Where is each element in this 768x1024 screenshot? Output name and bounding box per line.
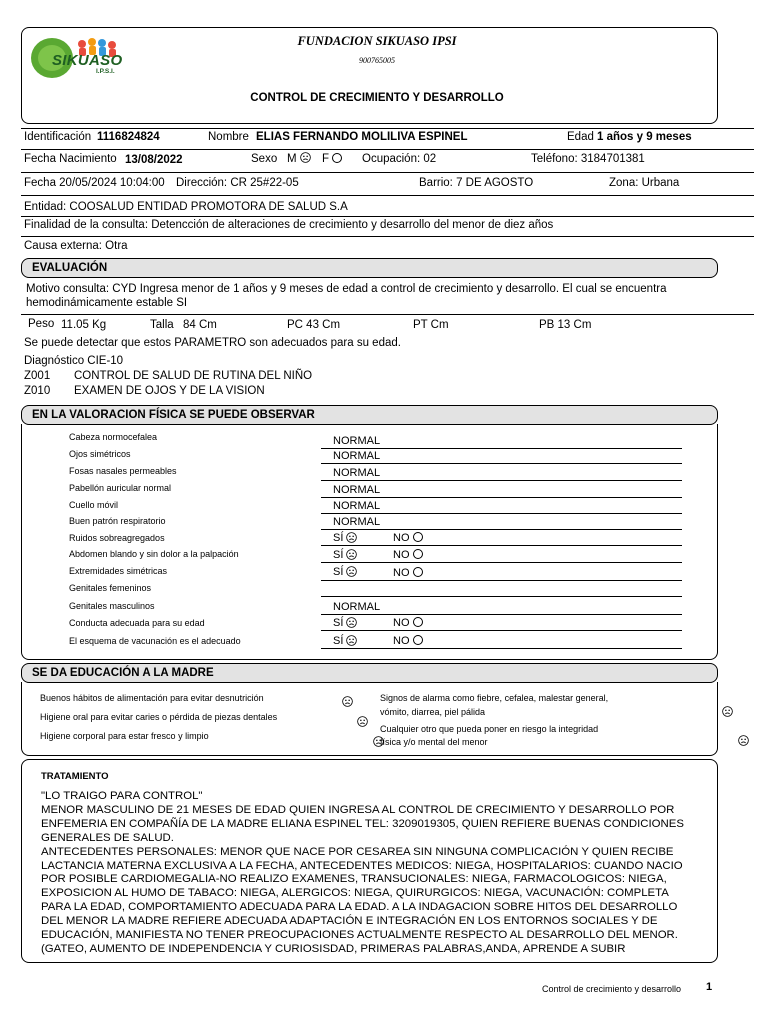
exam-label: Ruidos sobreagregados [69, 533, 165, 543]
no-option[interactable] [393, 549, 423, 561]
treatment-line: POR POSIBLE CARDIOMEGALIA-NO REALIZO EXAMENES, TRANSUCIONALES: NIEGA, FARMACOLOGICOS: NIEGA, [41, 873, 667, 886]
age-value: 1 años y 9 meses [597, 131, 692, 143]
consult-reason-line1: Motivo consulta: CYD Ingresa menor de 1 años y 9 meses de edad a control de crecimiento y desarrollo. El cual se encuentra [26, 283, 667, 295]
height-value: 84 Cm [183, 319, 217, 331]
name-value: ELIAS FERNANDO MOLILIVA ESPINEL [256, 131, 468, 143]
treatment-line: MENOR MASCULINO DE 21 MESES DE EDAD QUIEN INGRESA AL CONTROL DE CRECIMIENTO Y DESARROLLO POR [41, 803, 675, 816]
smiley-check-icon [346, 532, 357, 543]
exam-label: Buen patrón respiratorio [69, 516, 166, 526]
rule [321, 513, 682, 514]
exam-value: NORMAL [333, 484, 381, 496]
treatment-line: DEL MENOR LA MADRE REFIERE ADECUADA ADAPTACIÓN E INTEGRACIÓN EN LOS ENTORNOS SOCIALES Y DE [41, 915, 658, 928]
exam-value: NORMAL [333, 435, 381, 447]
sex-f-option[interactable] [322, 153, 342, 166]
footer-label: Control de crecimiento y desarrollo [542, 984, 682, 994]
rule [321, 545, 682, 546]
weight-label: Peso [28, 318, 55, 330]
education-item: Signos de alarma como fiebre, cefalea, malestar general, [380, 693, 609, 703]
no-label: NO [393, 549, 410, 561]
sex-m-label: M [287, 153, 297, 165]
sex-f-label: F [322, 153, 330, 165]
yes-option[interactable] [333, 635, 357, 647]
radio-circle-icon [413, 567, 423, 577]
education-header: SE DA EDUCACIÓN A LA MADRE [21, 663, 718, 683]
radio-circle-icon [332, 153, 342, 163]
yes-label: SÍ [333, 635, 344, 647]
zone: Zona: Urbana [609, 177, 680, 189]
rule [21, 314, 754, 315]
yes-label: SÍ [333, 549, 344, 561]
rule [21, 236, 754, 237]
exam-value: NORMAL [333, 601, 381, 613]
sex-m-option[interactable] [287, 153, 311, 166]
smiley-check-icon [357, 716, 368, 727]
brachial-perimeter: PB 13 Cm [539, 319, 592, 331]
yes-label: SÍ [333, 532, 344, 544]
smiley-check-icon [346, 549, 357, 560]
birth-value: 13/08/2022 [125, 154, 183, 166]
rule [21, 195, 754, 196]
education-item: Higiene corporal para estar fresco y limpio [40, 731, 209, 741]
evaluation-header: EVALUACIÓN [21, 258, 718, 278]
exam-label: Extremidades simétricas [69, 566, 168, 576]
id-label: Identificación [24, 131, 92, 143]
logo-subtext: I.P.S.I. [96, 68, 115, 75]
treatment-line: EDUCACIÓN, MANIFIESTA NO TENER PREOCUPACIONES ACTUALMENTE RESPECTO AL DESARROLLO DEL MENOR. [41, 929, 678, 942]
org-name: FUNDACION SIKUASO IPSI [297, 34, 457, 48]
rule [321, 497, 682, 498]
exam-label: Genitales masculinos [69, 601, 155, 611]
head-circumference: PC 43 Cm [287, 319, 341, 331]
rule [321, 596, 682, 597]
rule [321, 448, 682, 449]
rule [21, 172, 754, 173]
age-label: Edad [567, 131, 594, 143]
yes-option[interactable] [333, 566, 357, 578]
yes-option[interactable] [333, 549, 357, 561]
exam-label: Pabellón auricular normal [69, 483, 172, 493]
treatment-line: ANTECEDENTES PERSONALES: MENOR QUE NACE POR CESAREA SIN NINGUNA COMPLICACIÓN Y QUIEN RECIBE [41, 845, 674, 858]
diagnosis-desc: CONTROL DE SALUD DE RUTINA DEL NIÑO [74, 370, 313, 382]
exam-label: Conducta adecuada para su edad [69, 618, 205, 628]
id-value: 1116824824 [97, 131, 160, 143]
neighborhood: Barrio: 7 DE AGOSTO [419, 177, 534, 189]
exam-value: NORMAL [333, 500, 381, 512]
smiley-check-icon [346, 617, 357, 628]
exam-value: NORMAL [333, 450, 381, 462]
exam-label: Cuello móvil [69, 500, 119, 510]
exam-value: NORMAL [333, 516, 381, 528]
entity: Entidad: COOSALUD ENTIDAD PROMOTORA DE SALUD S.A [24, 201, 348, 213]
smiley-check-icon [738, 735, 749, 746]
rule [21, 128, 754, 129]
no-option[interactable] [393, 617, 423, 629]
yes-label: SÍ [333, 617, 344, 629]
rule [321, 614, 682, 615]
exam-label: Cabeza normocefalea [69, 432, 158, 442]
smiley-check-icon [722, 706, 733, 717]
rule [321, 529, 682, 530]
rule [321, 648, 682, 649]
radio-circle-icon [413, 635, 423, 645]
treatment-line: EXPOSICION AL HUMO DE TABACO: NIEGA, ALERGICOS: NIEGA, QUIRURGICOS: NIEGA, VACUNACIÓN: COMPLETA [41, 887, 669, 900]
birth-label: Fecha Nacimiento [24, 153, 117, 165]
rule [21, 149, 754, 150]
phone: Teléfono: 3184701381 [531, 153, 645, 165]
doc-title: CONTROL DE CRECIMIENTO Y DESARROLLO [250, 92, 504, 104]
diagnosis-code: Z010 [24, 385, 51, 397]
page-number: 1 [706, 981, 713, 993]
radio-circle-icon [413, 532, 423, 542]
no-label: NO [393, 635, 410, 647]
no-option[interactable] [393, 567, 423, 579]
smiley-check-icon [300, 152, 311, 163]
treatment-line: LACTANCIA MATERNA EXCLUSIVA A LA FECHA, ANTECEDENTES MEDICOS: NIEGA, HOSPITALARIOS: CUANDO NACIO [41, 859, 683, 872]
treatment-line: "LO TRAIGO PARA CONTROL" [41, 790, 203, 802]
exam-label: El esquema de vacunación es el adecuado [69, 636, 241, 646]
rule [321, 580, 682, 581]
occupation: Ocupación: 02 [362, 153, 437, 165]
treatment-line: PARA LA EDAD, COMPORTAMIENTO ADECUADA PARA LA EDAD. A LA INDAGACION SOBRE HITOS DEL DESARROLLO [41, 901, 678, 914]
parameter-note: Se puede detectar que estos PARAMETRO son adecuados para su edad. [24, 337, 401, 349]
education-item: Higiene oral para evitar caries o pérdida de piezas dentales [40, 712, 278, 722]
no-label: NO [393, 532, 410, 544]
physical-exam-header: EN LA VALORACION FÍSICA SE PUEDE OBSERVAR [21, 405, 718, 425]
radio-circle-icon [413, 549, 423, 559]
no-option[interactable] [393, 532, 423, 544]
consult-reason-line2: hemodinámicamente estable SI [26, 297, 188, 309]
no-label: NO [393, 567, 410, 579]
treatment-line: ENFEMERIA EN COMPAÑÍA DE LA MADRE ELIANA ESPINEL TEL: 3209019305, QUIEN REFIERE BUENAS CONDICIONES [41, 817, 684, 830]
height-label: Talla [150, 319, 174, 331]
exam-value: NORMAL [333, 467, 381, 479]
no-label: NO [393, 617, 410, 629]
exam-label: Ojos simétricos [69, 449, 131, 459]
consult-purpose: Finalidad de la consulta: Detencción de alteraciones de crecimiento y desarrollo del menor de diez años [24, 219, 554, 231]
exam-label: Fosas nasales permeables [69, 466, 177, 476]
no-option[interactable] [393, 635, 423, 647]
logo-text: SIKUASO [52, 52, 123, 69]
rule [21, 216, 754, 217]
diagnosis-title: Diagnóstico CIE-10 [24, 355, 124, 367]
yes-label: SÍ [333, 566, 344, 578]
address: Dirección: CR 25#22-05 [176, 177, 299, 189]
smiley-check-icon [346, 635, 357, 646]
thoracic-perimeter: PT Cm [413, 319, 449, 331]
external-cause: Causa externa: Otra [24, 240, 128, 252]
smiley-check-icon [342, 696, 353, 707]
treatment-text [41, 790, 711, 957]
yes-option[interactable] [333, 617, 357, 629]
treatment-line: (GATEO, AUMENTO DE INDEPENDENCIA Y CURIOSISDAD, PRIMERAS PALABRAS,ANDA, APRENDE A SUBIR [41, 942, 626, 955]
exam-label: Abdomen blando y sin dolor a la palpación [69, 549, 239, 559]
treatment-title: TRATAMIENTO [41, 771, 109, 782]
education-item: Cualquier otro que pueda poner en riesgo la integridad [380, 724, 599, 734]
sex-label: Sexo [251, 153, 278, 165]
radio-circle-icon [413, 617, 423, 627]
weight-value: 11.05 Kg [61, 319, 107, 331]
treatment-line: GENERALES DE SALUD. [41, 831, 174, 844]
rule [321, 480, 682, 481]
rule [321, 630, 682, 631]
yes-option[interactable] [333, 532, 357, 544]
rule [321, 562, 682, 563]
diagnosis-desc: EXAMEN DE OJOS Y DE LA VISION [74, 385, 265, 397]
visit-date: Fecha 20/05/2024 10:04:00 [24, 177, 165, 189]
rule [321, 463, 682, 464]
education-item: física y/o mental del menor [380, 737, 488, 747]
smiley-check-icon [346, 566, 357, 577]
org-code: 900765005 [359, 56, 395, 65]
name-label: Nombre [208, 131, 249, 143]
education-item: vómito, diarrea, piel pálida [380, 707, 486, 717]
exam-label: Genitales femeninos [69, 583, 152, 593]
education-item: Buenos hábitos de alimentación para evitar desnutrición [40, 693, 264, 703]
diagnosis-code: Z001 [24, 370, 51, 382]
